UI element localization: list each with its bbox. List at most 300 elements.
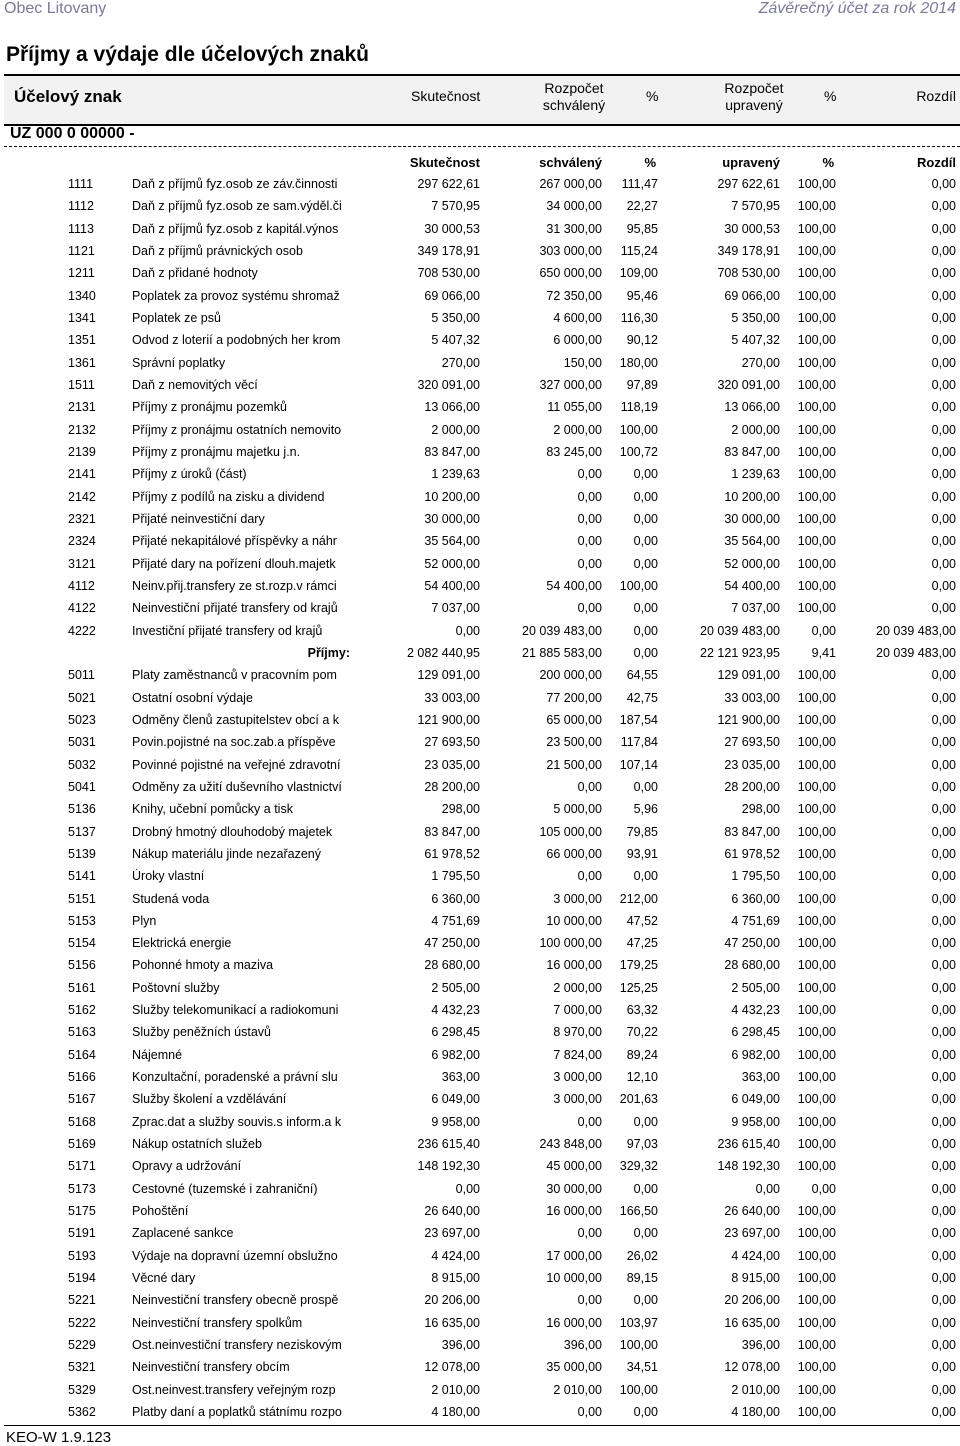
row-skutecnost: 47 250,00 [424,936,480,951]
row-schvaleny: 11 055,00 [547,400,602,415]
row-code: 5154 [68,936,96,951]
row-pct1: 100,00 [619,1382,658,1397]
row-code: 2141 [68,467,96,482]
row-pct2: 100,00 [797,199,836,214]
row-upraveny: 20 039 483,00 [700,623,780,638]
row-name: Odměny členů zastupitelstev obcí a k [132,712,340,727]
row-pct1: 63,32 [626,1003,658,1018]
row-schvaleny: 0,00 [577,556,602,571]
row-pct1: 100,00 [619,422,658,437]
row-skutecnost: 23 697,00 [424,1226,480,1241]
row-rozdil: 0,00 [931,199,956,214]
row-pct1: 95,85 [626,221,658,236]
table-row [0,488,960,510]
row-code: 3121 [68,556,96,571]
row-pct1: 111,47 [621,177,658,191]
row-rozdil: 0,00 [931,1226,956,1241]
row-pct1: 12,10 [626,1070,658,1085]
table-row [0,1046,960,1068]
row-rozdil: 0,00 [931,1092,956,1107]
row-schvaleny: 7 824,00 [553,1047,602,1062]
row-pct1: 0,00 [633,645,658,660]
row-rozdil: 0,00 [931,243,956,258]
row-code: 5167 [68,1092,96,1107]
row-pct2: 100,00 [797,400,836,415]
row-schvaleny: 10 000,00 [546,1271,602,1286]
row-pct2: 100,00 [797,377,836,392]
row-skutecnost: 6 982,00 [431,1047,480,1062]
row-skutecnost: 2 082 440,95 [407,645,480,660]
row-pct1: 0,00 [633,869,658,884]
row-rozdil: 20 039 483,00 [876,645,956,660]
row-upraveny: 363,00 [741,1070,780,1085]
row-pct2: 100,00 [797,1293,836,1308]
row-upraveny: 69 066,00 [724,288,780,303]
row-upraveny: 61 978,52 [724,846,780,861]
row-code: 5139 [68,846,96,861]
row-code: 1121 [68,243,95,258]
row-name: Daň z příjmů fyz.osob ze záv.činnosti [132,177,338,191]
table-row [0,867,960,889]
row-pct1: 117,84 [620,735,658,750]
row-skutecnost: 7 037,00 [431,601,480,616]
row-name: Pohoštění [132,1204,189,1219]
row-pct1: 125,25 [619,980,658,995]
row-rozdil: 20 039 483,00 [876,623,956,638]
table-row [0,1269,960,1291]
row-upraveny: 396,00 [741,1338,780,1353]
row-rozdil: 0,00 [931,489,956,504]
row-name: Neinvestiční přijaté transfery od krajů [132,601,338,616]
row-rozdil: 0,00 [931,1204,956,1219]
row-code: 2131 [68,400,96,415]
row-pct2: 100,00 [797,1338,836,1353]
row-name: Příjmy z pronájmu pozemků [132,400,287,415]
row-rozdil: 0,00 [931,779,956,794]
row-skutecnost: 320 091,00 [417,377,480,392]
row-schvaleny: 2 000,00 [553,422,602,437]
table-row [0,622,960,644]
row-pct1: 166,50 [619,1204,658,1219]
row-schvaleny: 17 000,00 [546,1248,602,1263]
row-name: Přijaté dary na pořízení dlouh.majetk [132,556,336,571]
row-pct1: 70,22 [626,1025,658,1040]
row-pct1: 180,00 [619,355,658,370]
table-row [0,398,960,420]
row-skutecnost: 13 066,00 [424,400,480,415]
table-row [0,287,960,309]
row-upraveny: 20 206,00 [724,1293,780,1308]
row-name: Příjmy z pronájmu ostatních nemovito [132,422,342,437]
row-upraveny: 23 697,00 [724,1226,780,1241]
table-row [0,733,960,755]
col-header-rozdil: Rozdíl [916,88,956,104]
row-rozdil: 0,00 [931,958,956,973]
row-name: Ostatní osobní výdaje [132,690,253,705]
table-row [0,555,960,577]
report-name: Závěrečný účet za rok 2014 [758,0,956,17]
row-schvaleny: 0,00 [577,1293,602,1308]
table-row [0,778,960,800]
row-code: 1112 [68,199,94,214]
row-upraveny: 54 400,00 [724,578,780,593]
table-row [0,510,960,532]
row-skutecnost: 16 635,00 [424,1315,480,1330]
row-rozdil: 0,00 [931,936,956,951]
col-header-pct1: % [646,88,659,104]
row-pct1: 100,00 [619,578,658,593]
row-skutecnost: 4 180,00 [431,1405,480,1420]
row-schvaleny: 327 000,00 [539,377,602,392]
row-pct1: 64,55 [626,668,658,683]
row-code: 5151 [68,891,96,906]
row-name: Odměny za užití duševního vlastnictví [132,779,342,794]
row-schvaleny: 45 000,00 [546,1159,602,1174]
col-header-pct2: % [824,88,837,104]
table-row [0,711,960,733]
row-upraveny: 35 564,00 [724,534,780,549]
row-pct2: 100,00 [797,1114,836,1129]
row-pct2: 100,00 [797,869,836,884]
row-schvaleny: 0,00 [577,779,602,794]
table-row [0,443,960,465]
row-skutecnost: 4 424,00 [431,1248,480,1263]
row-schvaleny: 16 000,00 [546,1315,602,1330]
row-pct2: 100,00 [797,1025,836,1040]
footer-version: KEO-W 1.9.123 [6,1429,112,1446]
row-pct2: 100,00 [797,467,836,482]
row-name: Neinvestiční transfery obcím [132,1360,290,1375]
table-row [0,1291,960,1313]
row-upraveny: 1 239,63 [731,467,780,482]
row-skutecnost: 8 915,00 [431,1271,480,1286]
table-row [0,376,960,398]
row-schvaleny: 35 000,00 [546,1360,602,1375]
row-name: Povinné pojistné na veřejné zdravotní [132,757,341,772]
row-code: 2139 [68,444,96,459]
row-upraveny: 6 298,45 [731,1025,780,1040]
row-pct1: 95,46 [626,288,658,303]
table-row [0,666,960,688]
row-pct2: 100,00 [797,779,836,794]
row-upraveny: 22 121 923,95 [700,645,780,660]
row-code: 5136 [68,802,96,817]
row-rozdil: 0,00 [931,1137,956,1152]
uz-group-label: UZ 000 0 00000 - [10,125,135,142]
row-name: Daň z příjmů fyz.osob z kapitál.výnos [132,221,339,236]
row-code: 5329 [68,1382,96,1397]
row-upraveny: 4 751,69 [731,913,780,928]
row-code: 2321 [68,511,96,526]
table-row [0,1157,960,1179]
row-code: 5193 [68,1248,96,1263]
row-upraveny: 9 958,00 [731,1114,780,1129]
row-rozdil: 0,00 [931,288,956,303]
table-row [0,1135,960,1157]
row-upraveny: 28 200,00 [724,779,780,794]
row-upraveny: 83 847,00 [724,824,780,839]
row-upraveny: 16 635,00 [724,1315,780,1330]
row-schvaleny: 72 350,00 [546,288,602,303]
row-upraveny: 33 003,00 [724,690,780,705]
table-row [0,1090,960,1112]
row-code: 2142 [68,489,96,504]
row-name: Ost.neinvest.transfery veřejným rozp [132,1382,336,1397]
row-schvaleny: 243 848,00 [539,1137,602,1152]
row-pct2: 9,41 [811,645,836,660]
row-code: 1351 [68,333,96,348]
row-name: Služby peněžních ústavů [132,1025,271,1040]
row-rozdil: 0,00 [931,310,956,325]
row-name: Drobný hmotný dlouhodobý majetek [132,824,333,839]
row-pct1: 0,00 [633,467,658,482]
row-pct2: 100,00 [797,556,836,571]
row-schvaleny: 66 000,00 [546,846,602,861]
row-skutecnost: 708 530,00 [417,266,480,281]
row-pct1: 5,96 [633,802,658,817]
row-rozdil: 0,00 [931,578,956,593]
row-name: Věcné dary [132,1271,196,1286]
row-rozdil: 0,00 [931,177,956,191]
row-pct2: 100,00 [797,1204,836,1219]
row-pct2: 100,00 [797,310,836,325]
row-pct2: 100,00 [797,891,836,906]
row-rozdil: 0,00 [931,1271,956,1286]
row-pct2: 100,00 [797,177,836,191]
table-row [0,1224,960,1246]
row-skutecnost: 30 000,00 [424,511,480,526]
row-skutecnost: 5 407,32 [431,333,480,348]
table-row [0,220,960,242]
row-rozdil: 0,00 [931,1382,956,1397]
row-pct1: 34,51 [626,1360,658,1375]
row-schvaleny: 7 000,00 [553,1003,602,1018]
row-pct1: 89,24 [626,1047,658,1062]
row-schvaleny: 65 000,00 [546,712,602,727]
row-schvaleny: 396,00 [563,1338,602,1353]
row-pct1: 0,00 [633,534,658,549]
table-row [0,1314,960,1336]
row-pct1: 0,00 [633,556,658,571]
row-pct1: 100,72 [619,444,658,459]
row-name: Služby telekomunikací a radiokomuni [132,1003,339,1018]
row-pct2: 100,00 [797,802,836,817]
table-row [0,1381,960,1403]
row-name: Investiční přijaté transfery od krajů [132,623,323,638]
row-pct1: 0,00 [633,623,658,638]
row-upraveny: 30 000,00 [724,511,780,526]
row-code: 5156 [68,958,96,973]
row-rozdil: 0,00 [931,377,956,392]
row-schvaleny: 650 000,00 [539,266,602,281]
row-name: Nákup materiálu jinde nezařazený [132,846,321,861]
table-row [0,1403,960,1425]
row-name: Povin.pojistné na soc.zab.a příspěve [132,735,336,750]
row-code: 2324 [68,534,96,549]
row-schvaleny: 0,00 [577,1405,602,1420]
row-schvaleny: 34 000,00 [546,199,602,214]
row-skutecnost: 2 000,00 [431,422,480,437]
row-pct2: 100,00 [797,1382,836,1397]
row-name: Daň z příjmů fyz.osob ze sam.výděl.či [132,199,342,214]
row-schvaleny: 54 400,00 [546,578,602,593]
row-name: Studená voda [132,891,210,906]
row-upraveny: 2 010,00 [731,1382,780,1397]
row-code: 1211 [68,266,95,281]
row-pct2: 100,00 [797,288,836,303]
row-code: 5137 [68,824,96,839]
row-code: 5162 [68,1003,96,1018]
row-pct2: 100,00 [797,1137,836,1152]
row-code: 1113 [68,221,94,236]
row-schvaleny: 0,00 [577,489,602,504]
row-rozdil: 0,00 [931,1114,956,1129]
row-rozdil: 0,00 [931,1025,956,1040]
row-skutecnost: 83 847,00 [424,824,480,839]
row-schvaleny: 5 000,00 [553,802,602,817]
row-pct1: 103,97 [619,1315,658,1330]
row-code: 5173 [68,1181,96,1196]
row-rozdil: 0,00 [931,333,956,348]
row-skutecnost: 129 091,00 [417,668,480,683]
row-skutecnost: 270,00 [441,355,480,370]
row-skutecnost: 349 178,91 [417,243,480,258]
row-pct2: 100,00 [797,1271,836,1286]
row-schvaleny: 2 010,00 [553,1382,602,1397]
table-row [0,800,960,822]
row-upraveny: 1 795,50 [731,869,780,884]
row-upraveny: 320 091,00 [717,377,780,392]
table-row [0,756,960,778]
row-skutecnost: 5 350,00 [431,310,480,325]
data-table [0,175,960,1425]
row-upraveny: 2 000,00 [731,422,780,437]
row-skutecnost: 28 680,00 [424,958,480,973]
row-pct2: 100,00 [797,913,836,928]
row-name: Neinvestiční transfery spolkům [132,1315,303,1330]
row-name: Nákup ostatních služeb [132,1137,262,1152]
table-row [0,599,960,621]
row-schvaleny: 8 970,00 [553,1025,602,1040]
row-schvaleny: 21 500,00 [546,757,602,772]
row-pct1: 179,25 [619,958,658,973]
row-skutecnost: 27 693,50 [424,735,480,750]
row-skutecnost: 1 239,63 [431,467,480,482]
row-pct2: 100,00 [797,712,836,727]
row-pct1: 116,30 [620,310,658,325]
row-rozdil: 0,00 [931,1338,956,1353]
table-row [0,1202,960,1224]
row-schvaleny: 0,00 [577,601,602,616]
row-name: Odvod z loterií a podobných her krom [132,333,341,348]
row-name: Poplatek ze psů [132,310,221,325]
row-upraveny: 6 982,00 [731,1047,780,1062]
row-rozdil: 0,00 [931,1159,956,1174]
row-name: Příjmy z pronájmu majetku j.n. [132,444,301,459]
row-pct1: 201,63 [619,1092,658,1107]
row-schvaleny: 150,00 [563,355,602,370]
row-skutecnost: 236 615,40 [417,1137,480,1152]
row-code: 5032 [68,757,96,772]
row-skutecnost: 52 000,00 [424,556,480,571]
row-skutecnost: 26 640,00 [424,1204,480,1219]
row-rozdil: 0,00 [931,1248,956,1263]
row-code: 5163 [68,1025,96,1040]
row-pct1: 187,54 [619,712,658,727]
row-skutecnost: 33 003,00 [424,690,480,705]
row-skutecnost: 54 400,00 [424,578,480,593]
row-pct2: 100,00 [797,1360,836,1375]
row-code: 5362 [68,1405,96,1420]
row-name: Poštovní služby [132,980,220,995]
table-row [0,1358,960,1380]
row-rozdil: 0,00 [931,1003,956,1018]
row-schvaleny: 0,00 [577,1114,602,1129]
row-pct1: 89,15 [626,1271,658,1286]
table-row [0,175,960,197]
row-code: 5023 [68,712,96,727]
page-title: Příjmy a výdaje dle účelových znaků [6,43,369,66]
row-pct2: 100,00 [797,1315,836,1330]
footer-rule [4,1425,960,1426]
row-schvaleny: 31 300,00 [546,221,602,236]
row-schvaleny: 3 000,00 [553,1070,602,1085]
row-pct1: 109,00 [619,266,658,281]
sub-header-schvaleny: schválený [539,155,602,170]
row-pct2: 100,00 [797,489,836,504]
row-rozdil: 0,00 [931,802,956,817]
table-row [0,421,960,443]
row-skutecnost: 121 900,00 [417,712,480,727]
col-header-upraveny-1: Rozpočet [724,80,784,96]
table-row [0,465,960,487]
row-pct2: 100,00 [797,511,836,526]
table-row [0,242,960,264]
row-upraveny: 28 680,00 [724,958,780,973]
row-rozdil: 0,00 [931,824,956,839]
row-name: Zaplacené sankce [132,1226,234,1241]
row-upraveny: 708 530,00 [717,266,780,281]
row-pct1: 47,52 [626,913,658,928]
row-schvaleny: 83 245,00 [546,444,602,459]
row-pct2: 100,00 [797,422,836,437]
row-schvaleny: 3 000,00 [553,1092,602,1107]
row-rozdil: 0,00 [931,913,956,928]
row-rozdil: 0,00 [931,668,956,683]
row-schvaleny: 0,00 [577,1226,602,1241]
row-schvaleny: 6 000,00 [553,333,602,348]
row-upraveny: 26 640,00 [724,1204,780,1219]
row-rozdil: 0,00 [931,534,956,549]
row-schvaleny: 3 000,00 [553,891,602,906]
row-name: Příjmy z úroků (část) [132,467,247,482]
row-schvaleny: 77 200,00 [546,690,602,705]
row-skutecnost: 7 570,95 [431,199,480,214]
table-row [0,823,960,845]
row-pct2: 100,00 [797,1092,836,1107]
row-rozdil: 0,00 [931,556,956,571]
row-pct2: 100,00 [797,243,836,258]
sub-header-pct2: % [822,155,834,170]
row-pct1: 97,89 [626,377,658,392]
row-pct1: 26,02 [626,1248,658,1263]
row-name: Pohonné hmoty a maziva [132,958,274,973]
table-row [0,845,960,867]
table-row [0,956,960,978]
row-pct2: 100,00 [797,1248,836,1263]
row-schvaleny: 21 885 583,00 [522,645,602,660]
table-row [0,890,960,912]
